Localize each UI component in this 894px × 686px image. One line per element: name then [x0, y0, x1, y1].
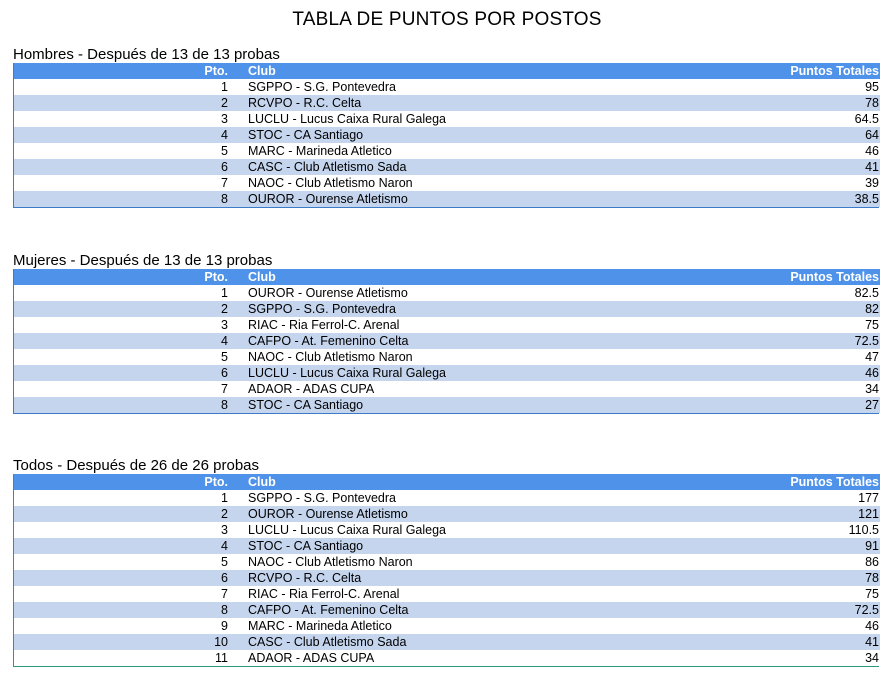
cell-club: SGPPO - S.G. Pontevedra — [248, 80, 396, 94]
standings-table — [14, 63, 880, 207]
table-header-row — [14, 269, 880, 285]
cell-club: LUCLU - Lucus Caixa Rural Galega — [248, 112, 447, 126]
cell-club: LUCLU - Lucus Caixa Rural Galega — [248, 523, 447, 537]
cell-points: 82 — [865, 302, 879, 316]
standings-table-frame — [13, 63, 879, 208]
men-standings-section — [13, 46, 879, 208]
cell-club: ADAOR - ADAS CUPA — [248, 382, 375, 396]
table-row — [14, 349, 880, 365]
cell-points: 72.5 — [854, 603, 879, 617]
cell-club: STOC - CA Santiago — [248, 398, 364, 412]
table-row — [14, 301, 880, 317]
section-heading: Mujeres - Después de 13 de 13 probas — [13, 252, 273, 269]
cell-points: 39 — [865, 176, 879, 190]
cell-points: 27 — [865, 398, 879, 412]
cell-club: LUCLU - Lucus Caixa Rural Galega — [248, 366, 447, 380]
table-header-row — [14, 474, 880, 490]
table-row — [14, 365, 880, 381]
table-row — [14, 175, 880, 191]
table-row — [14, 127, 880, 143]
column-header-position: Pto. — [204, 475, 228, 489]
table-row — [14, 79, 880, 95]
table-row — [14, 602, 880, 618]
table-body — [14, 79, 880, 207]
cell-position: 4 — [221, 334, 228, 348]
table-row — [14, 650, 880, 666]
women-standings-section — [13, 252, 879, 414]
cell-club: MARC - Marineda Atletico — [248, 144, 392, 158]
cell-position: 2 — [221, 507, 228, 521]
table-header-row — [14, 63, 880, 79]
cell-club: MARC - Marineda Atletico — [248, 619, 392, 633]
cell-points: 64 — [865, 128, 879, 142]
cell-points: 82.5 — [854, 286, 879, 300]
table-row — [14, 634, 880, 650]
cell-position: 8 — [221, 398, 228, 412]
column-header-position: Pto. — [204, 64, 228, 78]
cell-position: 6 — [221, 160, 228, 174]
cell-position: 1 — [221, 80, 228, 94]
cell-club: RCVPO - R.C. Celta — [248, 96, 362, 110]
cell-club: STOC - CA Santiago — [248, 539, 364, 553]
table-row — [14, 554, 880, 570]
cell-club: STOC - CA Santiago — [248, 128, 364, 142]
table-row — [14, 159, 880, 175]
cell-points: 110.5 — [848, 523, 879, 537]
table-row — [14, 95, 880, 111]
table-row — [14, 397, 880, 413]
cell-points: 72.5 — [854, 334, 879, 348]
cell-club: CASC - Club Atletismo Sada — [248, 160, 407, 174]
cell-club: NAOC - Club Atletismo Naron — [248, 176, 413, 190]
cell-position: 5 — [221, 555, 228, 569]
table-row — [14, 522, 880, 538]
cell-position: 6 — [221, 366, 228, 380]
cell-club: CAFPO - At. Femenino Celta — [248, 334, 409, 348]
cell-position: 9 — [221, 619, 228, 633]
cell-position: 7 — [221, 176, 228, 190]
cell-position: 3 — [221, 112, 228, 126]
cell-position: 5 — [221, 144, 228, 158]
cell-points: 46 — [865, 144, 879, 158]
cell-position: 1 — [221, 286, 228, 300]
table-row — [14, 490, 880, 506]
column-header-points: Puntos Totales — [790, 475, 879, 489]
cell-points: 121 — [858, 507, 879, 521]
cell-points: 95 — [865, 80, 879, 94]
table-row — [14, 317, 880, 333]
cell-position: 1 — [221, 491, 228, 505]
table-row — [14, 506, 880, 522]
cell-points: 91 — [865, 539, 879, 553]
cell-points: 47 — [865, 350, 879, 364]
cell-club: CAFPO - At. Femenino Celta — [248, 603, 409, 617]
table-row — [14, 586, 880, 602]
standings-table-frame — [13, 269, 879, 414]
column-header-position: Pto. — [204, 270, 228, 284]
cell-points: 78 — [865, 571, 879, 585]
cell-position: 3 — [221, 523, 228, 537]
cell-points: 38.5 — [854, 192, 879, 206]
cell-position: 7 — [221, 587, 228, 601]
table-row — [14, 618, 880, 634]
table-row — [14, 191, 880, 207]
cell-position: 7 — [221, 382, 228, 396]
table-row — [14, 381, 880, 397]
cell-position: 2 — [221, 302, 228, 316]
cell-position: 11 — [215, 651, 228, 665]
cell-points: 78 — [865, 96, 879, 110]
page-title: TABLA DE PUNTOS POR POSTOS — [292, 9, 602, 30]
cell-points: 46 — [865, 366, 879, 380]
column-header-points: Puntos Totales — [790, 270, 879, 284]
cell-position: 2 — [221, 96, 228, 110]
cell-club: ADAOR - ADAS CUPA — [248, 651, 375, 665]
cell-position: 3 — [221, 318, 228, 332]
cell-club: SGPPO - S.G. Pontevedra — [248, 302, 396, 316]
cell-position: 4 — [221, 128, 228, 142]
column-header-club: Club — [248, 64, 276, 78]
table-row — [14, 111, 880, 127]
column-header-club: Club — [248, 475, 276, 489]
cell-club: CASC - Club Atletismo Sada — [248, 635, 407, 649]
cell-position: 8 — [221, 603, 228, 617]
cell-points: 177 — [858, 491, 879, 505]
column-header-club: Club — [248, 270, 276, 284]
cell-position: 4 — [221, 539, 228, 553]
table-row — [14, 333, 880, 349]
cell-points: 75 — [865, 318, 879, 332]
cell-club: NAOC - Club Atletismo Naron — [248, 555, 413, 569]
table-body — [14, 490, 880, 666]
cell-position: 8 — [221, 192, 228, 206]
cell-club: RCVPO - R.C. Celta — [248, 571, 362, 585]
section-heading: Todos - Después de 26 de 26 probas — [13, 457, 259, 474]
standings-table-frame — [13, 474, 879, 667]
cell-club: SGPPO - S.G. Pontevedra — [248, 491, 396, 505]
overall-standings-section — [13, 457, 879, 667]
table-body — [14, 285, 880, 413]
standings-table — [14, 474, 880, 666]
cell-club: OUROR - Ourense Atletismo — [248, 507, 408, 521]
cell-position: 5 — [221, 350, 228, 364]
cell-points: 75 — [865, 587, 879, 601]
table-row — [14, 538, 880, 554]
cell-points: 64.5 — [854, 112, 879, 126]
table-row — [14, 570, 880, 586]
cell-points: 34 — [865, 651, 879, 665]
cell-club: OUROR - Ourense Atletismo — [248, 192, 408, 206]
cell-position: 10 — [214, 635, 228, 649]
cell-club: NAOC - Club Atletismo Naron — [248, 350, 413, 364]
cell-club: OUROR - Ourense Atletismo — [248, 286, 408, 300]
cell-points: 86 — [865, 555, 879, 569]
cell-position: 6 — [221, 571, 228, 585]
section-heading: Hombres - Después de 13 de 13 probas — [13, 46, 280, 63]
cell-points: 41 — [865, 160, 879, 174]
cell-points: 34 — [865, 382, 879, 396]
cell-points: 46 — [865, 619, 879, 633]
column-header-points: Puntos Totales — [790, 64, 879, 78]
standings-table — [14, 269, 880, 413]
table-row — [14, 285, 880, 301]
table-row — [14, 143, 880, 159]
cell-points: 41 — [865, 635, 879, 649]
cell-club: RIAC - Ria Ferrol-C. Arenal — [248, 318, 400, 332]
cell-club: RIAC - Ria Ferrol-C. Arenal — [248, 587, 400, 601]
